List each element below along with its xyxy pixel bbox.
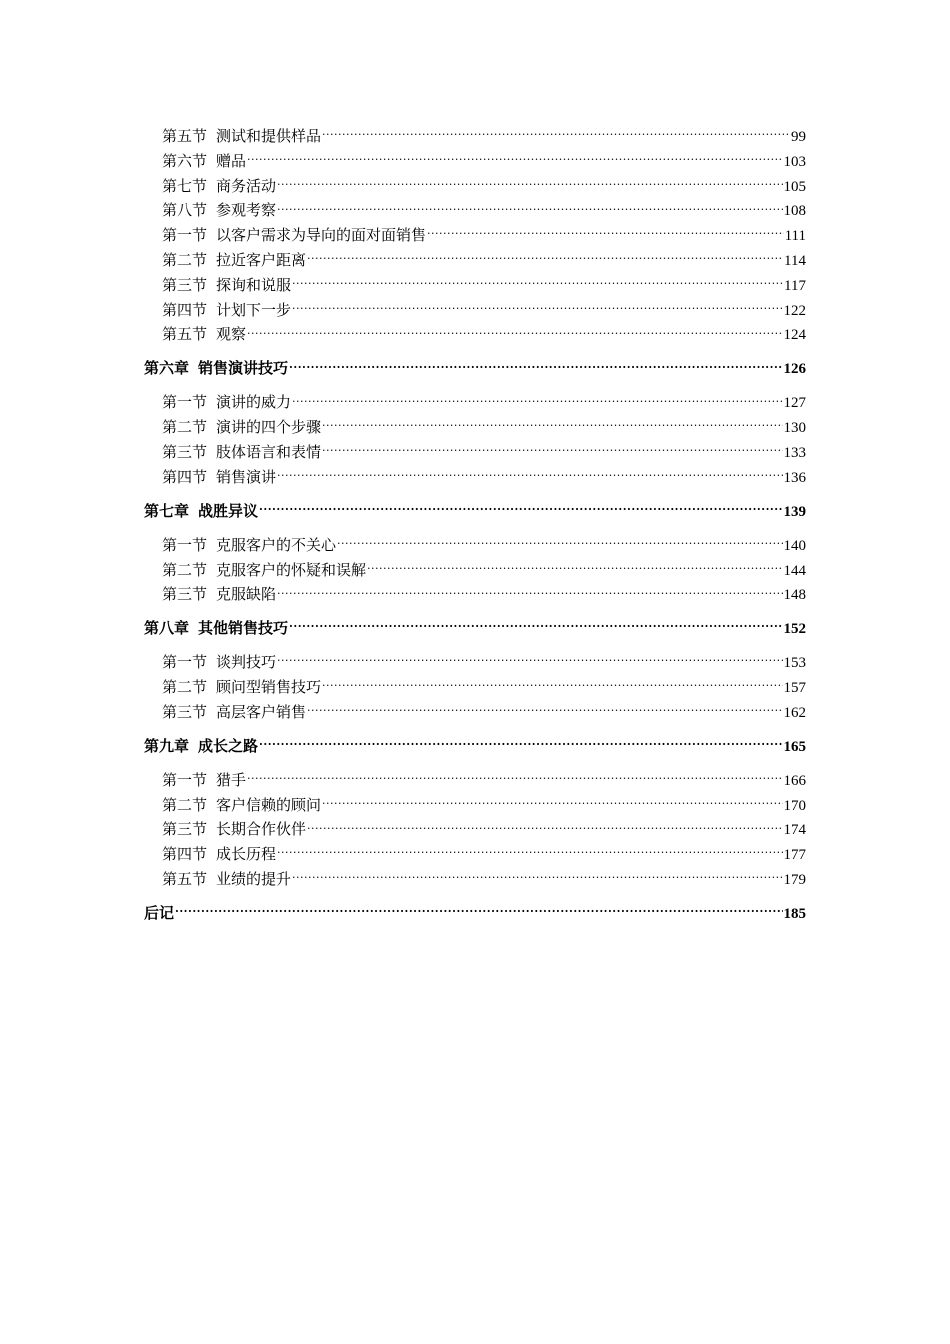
toc-entry-page-number: 127 xyxy=(783,395,806,412)
toc-section-entry[interactable] xyxy=(144,650,806,675)
toc-entry-page-number: 133 xyxy=(783,444,806,461)
toc-section-entry[interactable] xyxy=(144,390,806,415)
toc-section-entry[interactable] xyxy=(144,223,806,248)
toc-entry-number: 第五节 xyxy=(162,325,208,344)
toc-entry-page-number: 144 xyxy=(783,562,806,579)
toc-entry-label xyxy=(162,768,246,793)
toc-entry-title: 其他销售技巧 xyxy=(198,619,289,638)
toc-entry-page-number: 185 xyxy=(783,906,806,922)
toc-entry-page-number: 122 xyxy=(783,302,806,319)
toc-entry-label xyxy=(162,298,291,323)
toc-entry-number: 第六章 xyxy=(144,359,190,378)
dot-leader xyxy=(322,126,790,141)
toc-entry-title: 成长之路 xyxy=(198,736,259,755)
toc-entry-page-number: 153 xyxy=(783,655,806,672)
dot-leader xyxy=(307,702,782,717)
toc-entry-title: 高层客户销售 xyxy=(216,702,307,721)
toc-entry-title: 肢体语言和表情 xyxy=(216,442,322,461)
toc-section-entry[interactable] xyxy=(144,867,806,892)
dot-leader xyxy=(427,225,784,240)
toc-entry-page-number: 108 xyxy=(783,203,806,220)
toc-chapter-entry[interactable] xyxy=(144,499,806,524)
toc-section-entry[interactable] xyxy=(144,440,806,465)
dot-leader xyxy=(289,618,782,633)
toc-entry-title: 后记 xyxy=(144,904,175,922)
dot-leader xyxy=(247,324,782,339)
toc-section-entry[interactable] xyxy=(144,415,806,440)
toc-entry-number: 第三节 xyxy=(162,585,208,604)
toc-section-entry[interactable] xyxy=(144,817,806,842)
toc-section-entry[interactable] xyxy=(144,533,806,558)
toc-entry-label xyxy=(162,700,306,725)
toc-entry-page-number: 162 xyxy=(783,704,806,721)
toc-entry-number: 第七章 xyxy=(144,501,190,520)
dot-leader xyxy=(292,869,782,884)
toc-entry-title: 客户信赖的顾问 xyxy=(216,795,322,814)
toc-entry-title: 测试和提供样品 xyxy=(216,127,322,145)
toc-entry-number: 第三节 xyxy=(162,275,208,294)
toc-entry-number: 第一节 xyxy=(162,653,208,672)
toc-chapter-entry[interactable] xyxy=(144,734,806,759)
toc-entry-number: 第二节 xyxy=(162,678,208,697)
toc-chapter-entry[interactable] xyxy=(144,901,806,926)
toc-entry-number: 第一节 xyxy=(162,535,208,554)
toc-entry-title: 探询和说服 xyxy=(216,275,292,294)
toc-entry-page-number: 111 xyxy=(784,228,806,245)
dot-leader xyxy=(322,795,782,810)
dot-leader xyxy=(322,677,782,692)
toc-section-entry[interactable] xyxy=(144,124,806,149)
toc-entry-label xyxy=(162,650,276,675)
toc-entry-label xyxy=(162,465,276,490)
toc-chapter-entry[interactable] xyxy=(144,616,806,641)
toc-entry-label xyxy=(162,842,276,867)
toc-entry-page-number: 126 xyxy=(783,361,806,378)
toc-entry-label xyxy=(162,322,246,347)
toc-entry-number: 第八章 xyxy=(144,619,190,638)
dot-leader xyxy=(367,560,782,575)
toc-entry-number: 第三节 xyxy=(162,442,208,461)
dot-leader xyxy=(292,392,782,407)
toc-entry-label xyxy=(162,582,276,607)
toc-entry-page-number: 117 xyxy=(784,277,806,294)
toc-section-entry[interactable] xyxy=(144,465,806,490)
toc-entry-number: 第二节 xyxy=(162,560,208,579)
toc-entry-page-number: 157 xyxy=(783,680,806,697)
toc-entry-page-number: 99 xyxy=(791,129,806,145)
toc-entry-title: 克服客户的不关心 xyxy=(216,535,337,554)
dot-leader xyxy=(277,467,782,482)
toc-entry-title: 演讲的威力 xyxy=(216,393,292,412)
toc-entry-title: 观察 xyxy=(216,325,247,344)
toc-section-entry[interactable] xyxy=(144,582,806,607)
toc-entry-title: 成长历程 xyxy=(216,845,277,864)
toc-section-entry[interactable] xyxy=(144,558,806,583)
dot-leader xyxy=(247,770,782,785)
toc-entry-label xyxy=(162,174,276,199)
toc-section-entry[interactable] xyxy=(144,322,806,347)
dot-leader xyxy=(307,819,782,834)
toc-entry-label xyxy=(162,558,366,583)
toc-entry-title: 计划下一步 xyxy=(216,300,292,319)
toc-entry-number: 第一节 xyxy=(162,393,208,412)
toc-entry-title: 销售演讲 xyxy=(216,467,277,486)
toc-entry-label xyxy=(144,356,288,381)
toc-entry-label xyxy=(144,901,174,926)
dot-leader xyxy=(277,200,782,215)
toc-entry-number: 第五节 xyxy=(162,127,208,145)
toc-entry-page-number: 105 xyxy=(783,178,806,195)
toc-entry-number: 第八节 xyxy=(162,201,208,220)
toc-entry-page-number: 148 xyxy=(783,587,806,604)
toc-entry-label xyxy=(162,675,321,700)
toc-entry-number: 第六节 xyxy=(162,151,208,170)
toc-section-entry[interactable] xyxy=(144,248,806,273)
toc-entry-label xyxy=(162,124,321,149)
toc-entry-page-number: 166 xyxy=(783,772,806,789)
toc-entry-number: 第一节 xyxy=(162,226,208,245)
toc-entry-label xyxy=(162,223,426,248)
dot-leader xyxy=(292,275,783,290)
dot-leader xyxy=(175,903,782,918)
dot-leader xyxy=(277,584,782,599)
toc-entry-title: 商务活动 xyxy=(216,176,277,195)
toc-entry-title: 以客户需求为导向的面对面销售 xyxy=(216,226,427,245)
toc-entry-label xyxy=(162,415,321,440)
toc-entry-page-number: 103 xyxy=(783,153,806,170)
toc-entry-title: 长期合作伙伴 xyxy=(216,820,307,839)
toc-entry-page-number: 124 xyxy=(783,327,806,344)
toc-entry-number: 第三节 xyxy=(162,820,208,839)
dot-leader xyxy=(337,535,782,550)
toc-entry-number: 第九章 xyxy=(144,736,190,755)
toc-entry-title: 演讲的四个步骤 xyxy=(216,418,322,437)
toc-entry-label xyxy=(162,198,276,223)
toc-section-entry[interactable] xyxy=(144,793,806,818)
toc-entry-page-number: 152 xyxy=(783,621,806,638)
toc-entry-label xyxy=(162,149,246,174)
toc-entry-number: 第四节 xyxy=(162,300,208,319)
toc-entry-page-number: 170 xyxy=(783,797,806,814)
toc-section-entry[interactable] xyxy=(144,149,806,174)
toc-entry-page-number: 140 xyxy=(783,537,806,554)
toc-entry-number: 第一节 xyxy=(162,770,208,789)
toc-entry-label xyxy=(162,248,306,273)
toc-entry-title: 拉近客户距离 xyxy=(216,250,307,269)
toc-section-entry[interactable] xyxy=(144,842,806,867)
dot-leader xyxy=(259,501,782,516)
toc-entry-label xyxy=(162,273,291,298)
toc-entry-number: 第二节 xyxy=(162,795,208,814)
toc-chapter-entry[interactable] xyxy=(144,356,806,381)
toc-entry-number: 第四节 xyxy=(162,467,208,486)
toc-entry-page-number: 139 xyxy=(783,503,806,520)
toc-entry-page-number: 179 xyxy=(783,872,806,889)
toc-entry-page-number: 136 xyxy=(783,469,806,486)
dot-leader xyxy=(292,300,782,315)
dot-leader xyxy=(277,844,782,859)
dot-leader xyxy=(259,736,782,751)
toc-entry-label xyxy=(144,499,258,524)
toc-entry-title: 猎手 xyxy=(216,770,247,789)
toc-entry-page-number: 177 xyxy=(783,847,806,864)
toc-entry-title: 业绩的提升 xyxy=(216,870,292,889)
toc-entry-label xyxy=(162,793,321,818)
dot-leader xyxy=(307,250,783,265)
toc-entry-number: 第四节 xyxy=(162,845,208,864)
toc-section-entry[interactable] xyxy=(144,273,806,298)
toc-entry-number: 第七节 xyxy=(162,176,208,195)
toc-entry-label xyxy=(162,440,321,465)
toc-section-entry[interactable] xyxy=(144,768,806,793)
toc-entry-label xyxy=(144,734,258,759)
toc-entry-title: 销售演讲技巧 xyxy=(198,359,289,378)
toc-entry-title: 顾问型销售技巧 xyxy=(216,678,322,697)
toc-entry-label xyxy=(162,867,291,892)
dot-leader xyxy=(289,358,782,373)
toc-entry-page-number: 114 xyxy=(784,252,806,269)
toc-entry-label xyxy=(162,817,306,842)
toc-entry-page-number: 130 xyxy=(783,420,806,437)
toc-section-entry[interactable] xyxy=(144,298,806,323)
toc-section-entry[interactable] xyxy=(144,675,806,700)
toc-entry-title: 克服客户的怀疑和误解 xyxy=(216,560,367,579)
toc-entry-title: 赠品 xyxy=(216,151,247,170)
toc-entry-title: 谈判技巧 xyxy=(216,653,277,672)
toc-entry-page-number: 174 xyxy=(783,822,806,839)
dot-leader xyxy=(322,442,782,457)
toc-entry-number: 第五节 xyxy=(162,870,208,889)
toc-section-entry[interactable] xyxy=(144,174,806,199)
toc-entry-number: 第三节 xyxy=(162,702,208,721)
toc-entry-label xyxy=(162,390,291,415)
table-of-contents xyxy=(144,124,806,935)
toc-entry-number: 第二节 xyxy=(162,250,208,269)
toc-section-entry[interactable] xyxy=(144,198,806,223)
toc-entry-title: 克服缺陷 xyxy=(216,585,277,604)
toc-entry-page-number: 165 xyxy=(783,738,806,755)
toc-entry-title: 参观考察 xyxy=(216,201,277,220)
dot-leader xyxy=(322,417,782,432)
dot-leader xyxy=(247,151,782,166)
toc-entry-label xyxy=(162,533,336,558)
dot-leader xyxy=(277,176,782,191)
toc-entry-number: 第二节 xyxy=(162,418,208,437)
dot-leader xyxy=(277,652,782,667)
toc-section-entry[interactable] xyxy=(144,700,806,725)
toc-entry-title: 战胜异议 xyxy=(198,501,259,520)
toc-entry-label xyxy=(144,616,288,641)
